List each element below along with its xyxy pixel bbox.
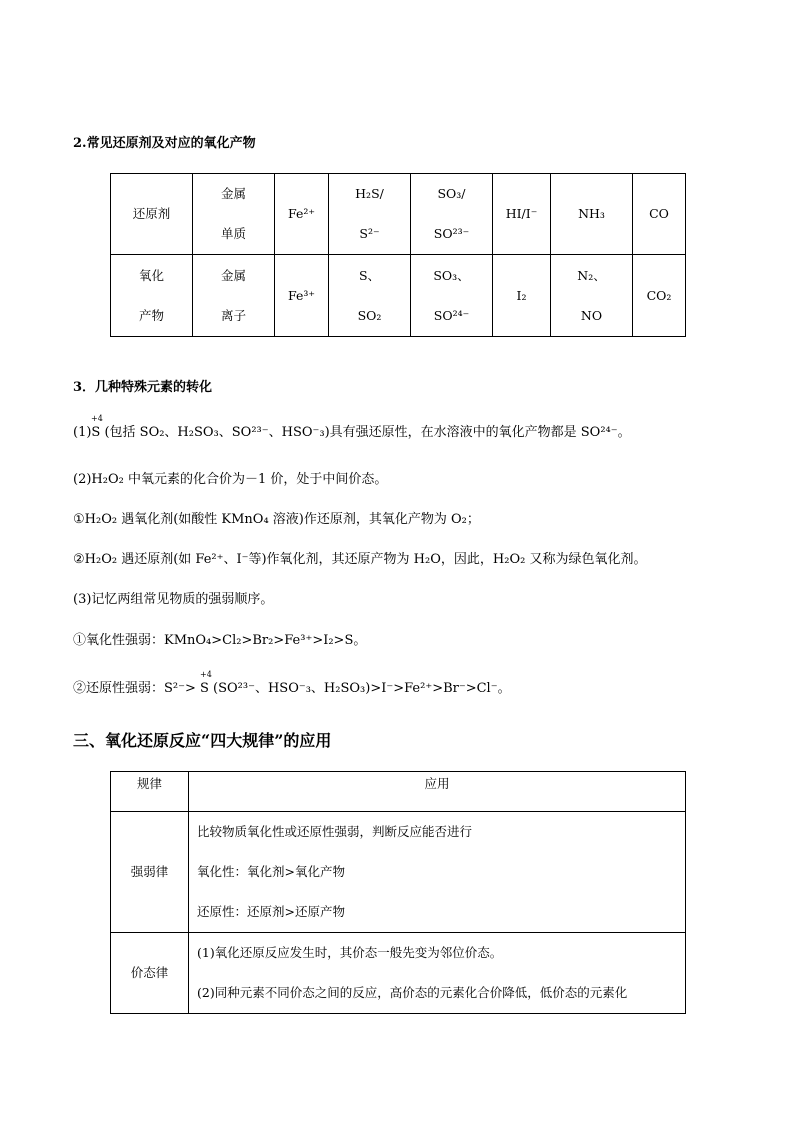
cell: Fe²⁺ xyxy=(275,174,329,255)
header-cell: 应用 xyxy=(189,772,686,812)
header-cell: 规律 xyxy=(111,772,189,812)
cell: N₂、 NO xyxy=(551,255,633,337)
section-title-special: 3．几种特殊元素的转化 xyxy=(73,380,213,395)
reductant-label: 还原剂 xyxy=(132,206,171,221)
table-row xyxy=(111,812,686,933)
cell: CO₂ xyxy=(633,255,686,337)
application-item: (1)氧化还原反应发生时，其价态一般先变为邻位价态。 xyxy=(197,945,503,960)
cell: NH₃ xyxy=(551,174,633,255)
paragraph: (1)S (包括 SO₂、H₂SO₃、SO²³⁻、HSO⁻₃)具有强还原性，在水溶液中的氧化产物都是 SO²⁴⁻。 xyxy=(73,425,631,440)
cell: HI/I⁻ xyxy=(493,174,551,255)
oxidation-number: +4 xyxy=(91,414,103,423)
cell: H₂S/ S²⁻ xyxy=(329,174,411,255)
cell: 金属 单质 xyxy=(193,174,275,255)
oxidation-number: +4 xyxy=(200,670,212,679)
paragraph: (3)记忆两组常见物质的强弱顺序。 xyxy=(73,592,274,607)
paragraph: (2)H₂O₂ 中氧元素的化合价为－1 价，处于中间价态。 xyxy=(73,472,388,487)
cell xyxy=(111,174,193,255)
application-item: 还原性：还原剂>还原产物 xyxy=(197,904,345,919)
cell: I₂ xyxy=(493,255,551,337)
cell: CO xyxy=(633,174,686,255)
cell: SO₃、 SO²⁴⁻ xyxy=(411,255,493,337)
application-item: 氧化性：氧化剂>氧化产物 xyxy=(197,864,345,879)
cell: S、 SO₂ xyxy=(329,255,411,337)
table-row xyxy=(111,933,686,1014)
paragraph: ②还原性强弱：S²⁻> S (SO²³⁻、HSO⁻₃、H₂SO₃)>I⁻>Fe²⁺>Br⁻>Cl⁻。 xyxy=(73,681,511,696)
paragraph: ①H₂O₂ 遇氧化剂(如酸性 KMnO₄ 溶液)作还原剂，其氧化产物为 O₂； xyxy=(73,512,480,527)
cell: SO₃/ SO²³⁻ xyxy=(411,174,493,255)
section-title-reductants: 2.常见还原剂及对应的氧化产物 xyxy=(73,136,256,151)
application-item: 比较物质氧化性或还原性强弱，判断反应能否进行 xyxy=(197,824,473,839)
cell: 金属 离子 xyxy=(193,255,275,337)
application-cell xyxy=(189,812,686,933)
table-header-row xyxy=(111,772,686,812)
reductant-table xyxy=(110,173,686,337)
paragraph: ①氧化性强弱：KMnO₄>Cl₂>Br₂>Fe³⁺>I₂>S。 xyxy=(73,633,367,648)
table-row xyxy=(111,255,686,337)
paragraph: ②H₂O₂ 遇还原剂(如 Fe²⁺、I⁻等)作氧化剂，其还原产物为 H₂O，因此，H₂O₂ 又称为绿色氧化剂。 xyxy=(73,552,647,567)
application-cell xyxy=(189,933,686,1014)
law-cell: 强弱律 xyxy=(111,812,189,933)
section-title-rules: 三、氧化还原反应“四大规律”的应用 xyxy=(73,731,332,750)
application-item: (2)同种元素不同价态之间的反应，高价态的元素化合价降低，低价态的元素化 xyxy=(197,985,628,1000)
rules-table xyxy=(110,771,686,1014)
law-cell: 价态律 xyxy=(111,933,189,1014)
table-row xyxy=(111,174,686,255)
cell: 氧化 产物 xyxy=(111,255,193,337)
cell: Fe³⁺ xyxy=(275,255,329,337)
